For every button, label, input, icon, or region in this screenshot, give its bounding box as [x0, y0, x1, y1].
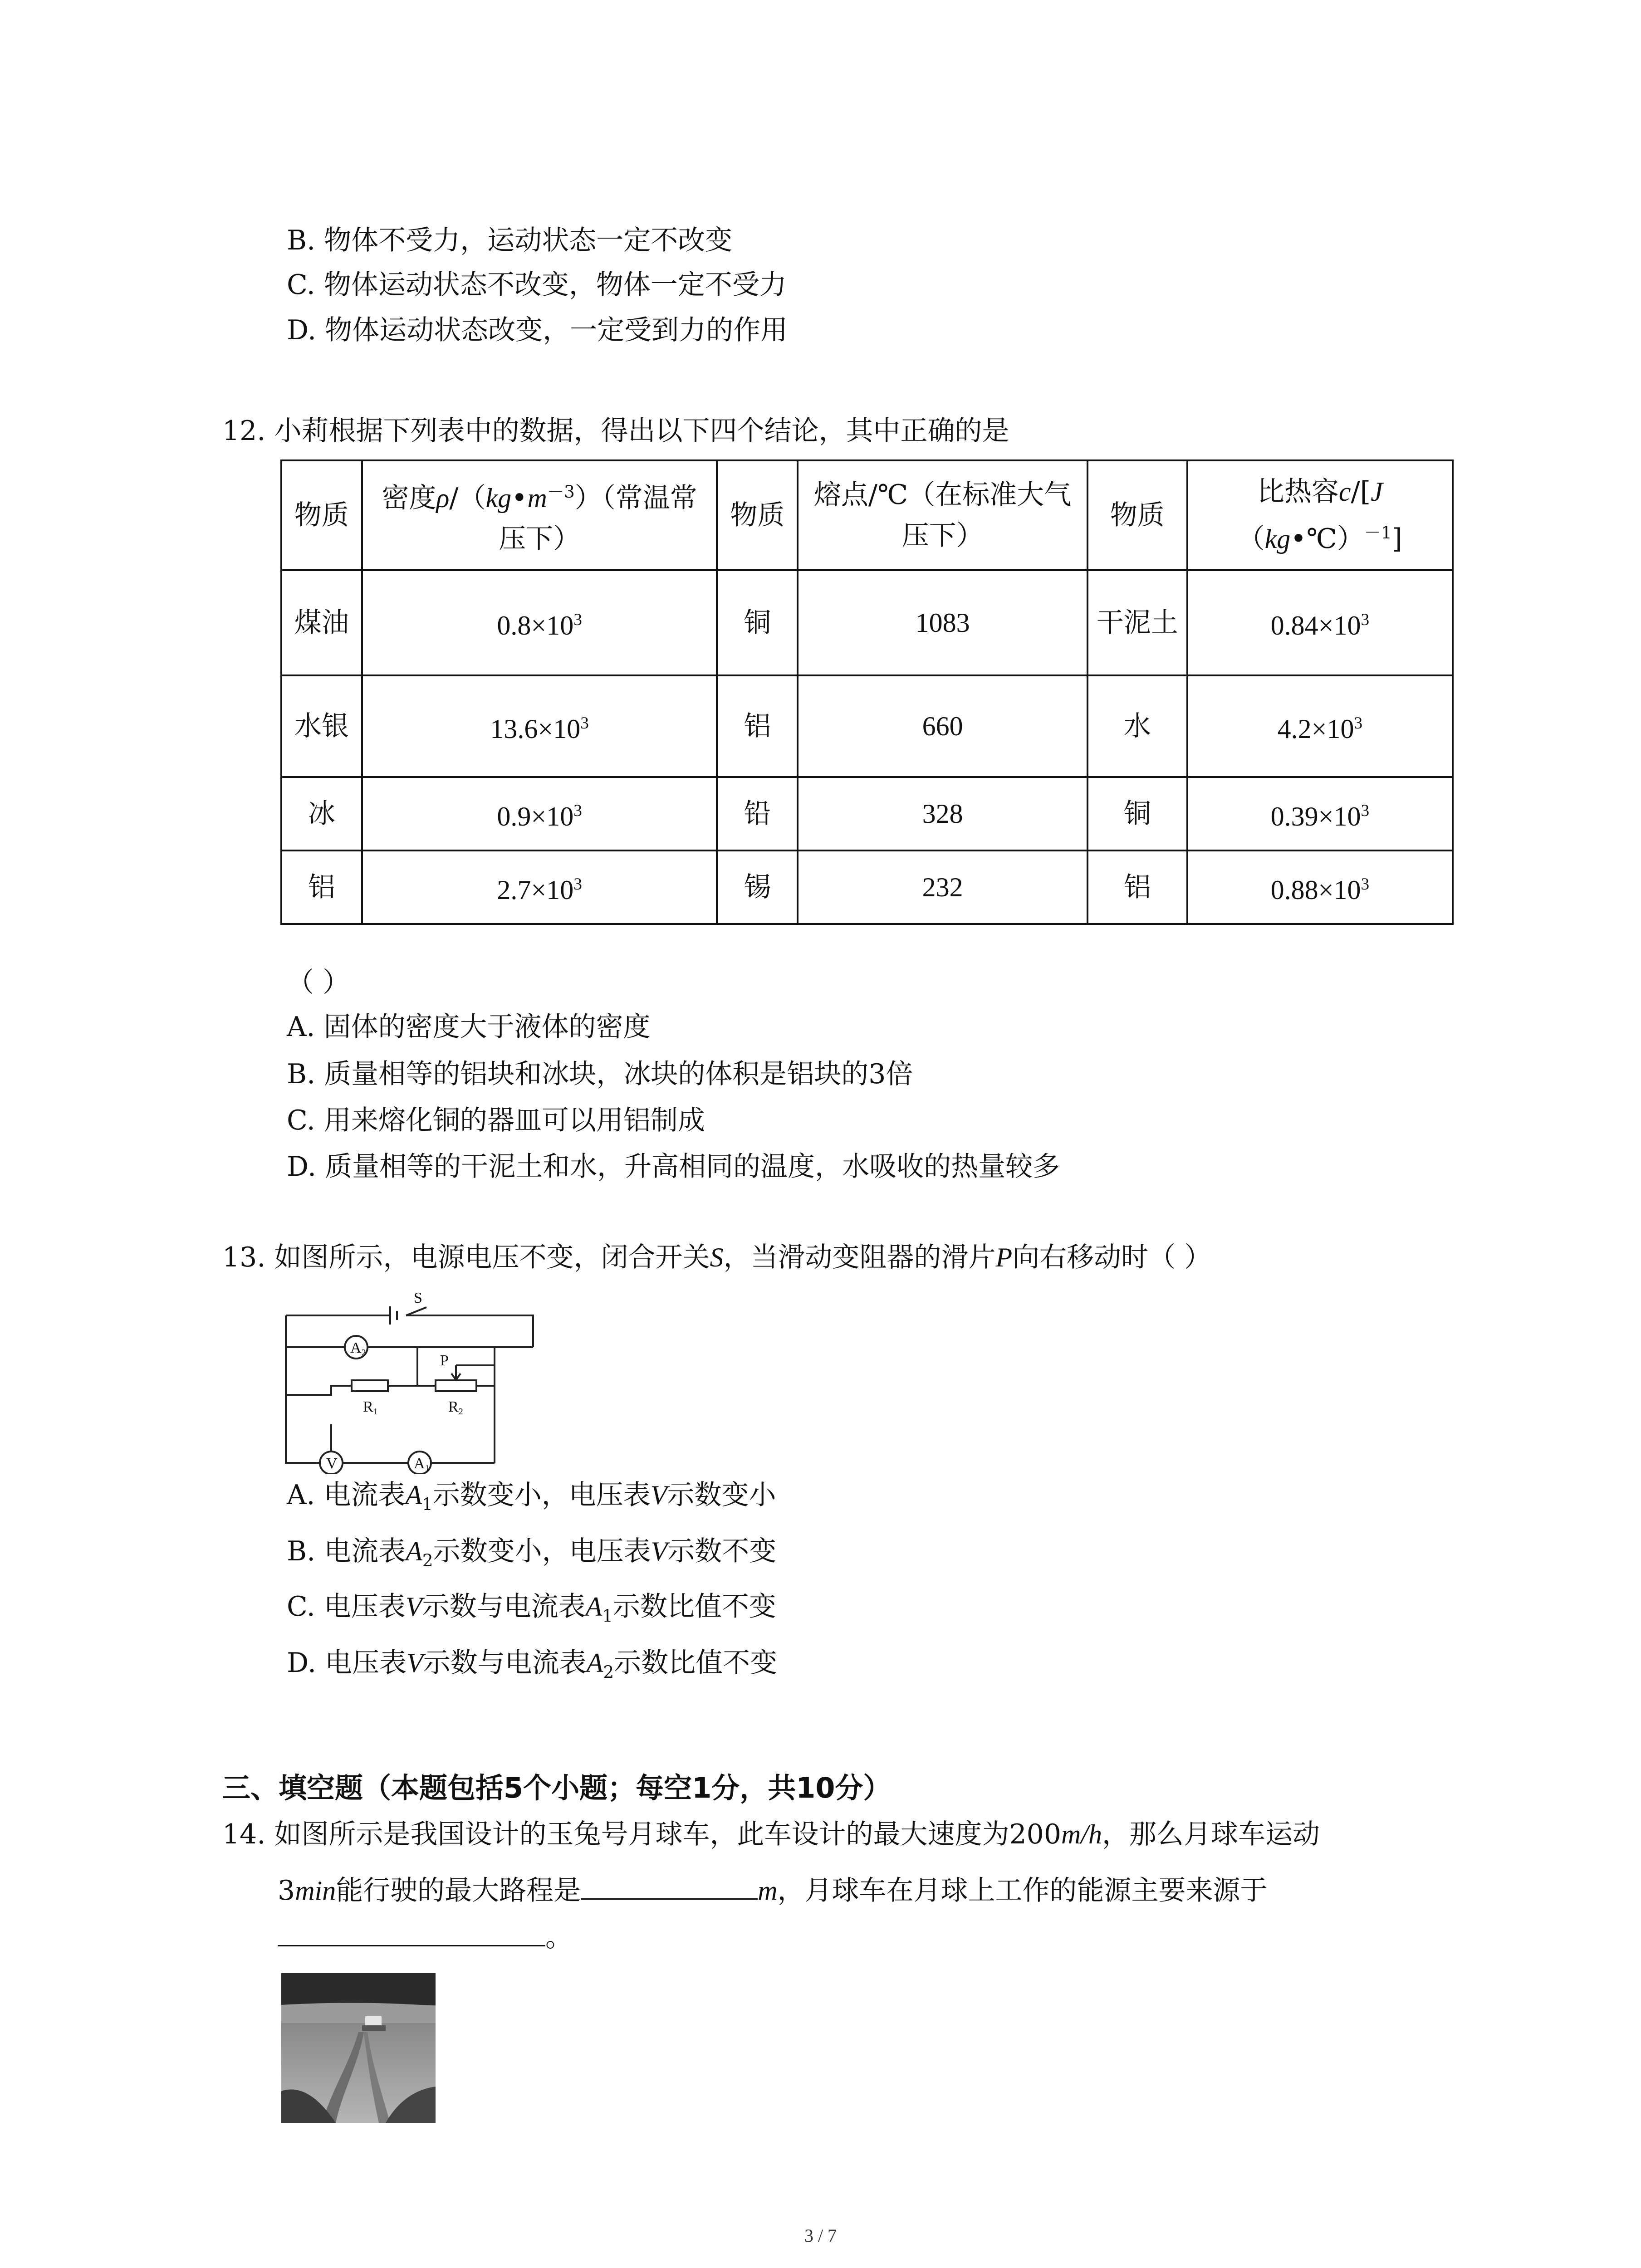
- q14-line-2: 3min能行驶的最大路程是 m，月球车在月球上工作的能源主要来源于: [278, 1871, 1268, 1910]
- cell-melting-point: 1083: [798, 570, 1087, 675]
- cell-specific-heat: $0.84\times 10^3$: [1187, 570, 1453, 675]
- q13-stem: 13. 如图所示，电源电压不变，闭合开关S，当滑动变阻器的滑片P向右移动时（ ）: [222, 1242, 1212, 1273]
- q13-option-b: B. 电流表$A_2$示数变小，电压表V示数不变: [287, 1535, 777, 1570]
- label-r1: R1: [363, 1398, 378, 1417]
- q11-option-c: C. 物体运动状态不改变，物体一定不受力: [287, 269, 787, 301]
- q12-stem: 12. 小莉根据下列表中的数据，得出以下四个结论，其中正确的是: [222, 415, 1009, 447]
- cell-substance: 冰: [281, 777, 362, 850]
- q12-option-b: B. 质量相等的铝块和冰块，冰块的体积是铝块的3倍: [287, 1058, 913, 1090]
- header-density: 密度$\rho/(kg•m^{-3})$（常温常压下）: [362, 460, 717, 570]
- label-switch: S: [414, 1293, 422, 1306]
- q14-line-3: 。: [278, 1918, 573, 1956]
- table-row: [281, 777, 1453, 850]
- cell-density: $13.6\times 10^3$: [362, 675, 717, 777]
- q12-option-d: D. 质量相等的干泥土和水，升高相同的温度，水吸收的热量较多: [287, 1151, 1060, 1183]
- label-r2: R2: [448, 1398, 463, 1417]
- section-heading: 三、填空题（本题包括5个小题；每空1分，共10分）: [222, 1771, 892, 1804]
- cell-melting-point: 328: [798, 777, 1087, 850]
- cell-substance: 煤油: [281, 570, 362, 675]
- circuit-diagram: [281, 1293, 554, 1474]
- q14-line-1: 14. 如图所示是我国设计的玉兔号月球车，此车设计的最大速度为200m/h，那么月球车运动: [222, 1818, 1320, 1850]
- q13-option-d: D. 电压表V示数与电流表$A_2$示数比值不变: [287, 1647, 778, 1682]
- label-ammeter-a1: A1: [414, 1455, 430, 1473]
- label-ammeter-a2: A2: [350, 1339, 366, 1358]
- q11-option-d: D. 物体运动状态改变，一定受到力的作用: [287, 314, 788, 346]
- cell-substance: 水银: [281, 675, 362, 777]
- q13-option-a: A. 电流表$A_1$示数变小，电压表V示数变小: [287, 1479, 776, 1514]
- lunar-rover-photo: [281, 1973, 436, 2123]
- table-header-row: [281, 460, 1453, 570]
- cell-specific-heat: $4.2\times 10^3$: [1187, 675, 1453, 777]
- cell-substance: 铜: [717, 570, 798, 675]
- q12-option-c: C. 用来熔化铜的器皿可以用铝制成: [287, 1105, 705, 1136]
- cell-substance: 水: [1087, 675, 1187, 777]
- table-row: [281, 850, 1453, 924]
- table-row: [281, 675, 1453, 777]
- cell-substance: 铝: [281, 850, 362, 924]
- cell-density: $2.7\times 10^3$: [362, 850, 717, 924]
- header-melting-point: 熔点/℃（在标准大气压下）: [798, 460, 1087, 570]
- cell-melting-point: 232: [798, 850, 1087, 924]
- cell-substance: 铜: [1087, 777, 1187, 850]
- cell-substance: 铝: [1087, 850, 1187, 924]
- q13-option-c: C. 电压表V示数与电流表$A_1$示数比值不变: [287, 1591, 776, 1626]
- cell-density: $0.9\times 10^3$: [362, 777, 717, 850]
- header-substance-1: 物质: [281, 460, 362, 570]
- q12-answer-paren: （ ）: [287, 967, 350, 998]
- answer-blank-distance[interactable]: [581, 1871, 758, 1900]
- cell-substance: 铅: [717, 777, 798, 850]
- cell-specific-heat: $0.88\times 10^3$: [1187, 850, 1453, 924]
- answer-blank-energy-source[interactable]: [278, 1918, 545, 1946]
- cell-substance: 铝: [717, 675, 798, 777]
- cell-substance: 干泥土: [1087, 570, 1187, 675]
- label-slider-p: P: [440, 1352, 449, 1369]
- page-number: 3 / 7: [804, 2225, 837, 2246]
- cell-melting-point: 660: [798, 675, 1087, 777]
- header-substance-3: 物质: [1087, 460, 1187, 570]
- cell-specific-heat: $0.39\times 10^3$: [1187, 777, 1453, 850]
- label-voltmeter: V: [326, 1455, 338, 1472]
- header-specific-heat: 比热容c/[J（kg•℃）$^{-1}$]: [1187, 460, 1453, 570]
- cell-substance: 锡: [717, 850, 798, 924]
- cell-density: $0.8\times 10^3$: [362, 570, 717, 675]
- data-table: [280, 459, 1454, 925]
- q12-option-a: A. 固体的密度大于液体的密度: [287, 1011, 651, 1043]
- table-row: [281, 570, 1453, 675]
- q11-option-b: B. 物体不受力，运动状态一定不改变: [287, 225, 733, 256]
- header-substance-2: 物质: [717, 460, 798, 570]
